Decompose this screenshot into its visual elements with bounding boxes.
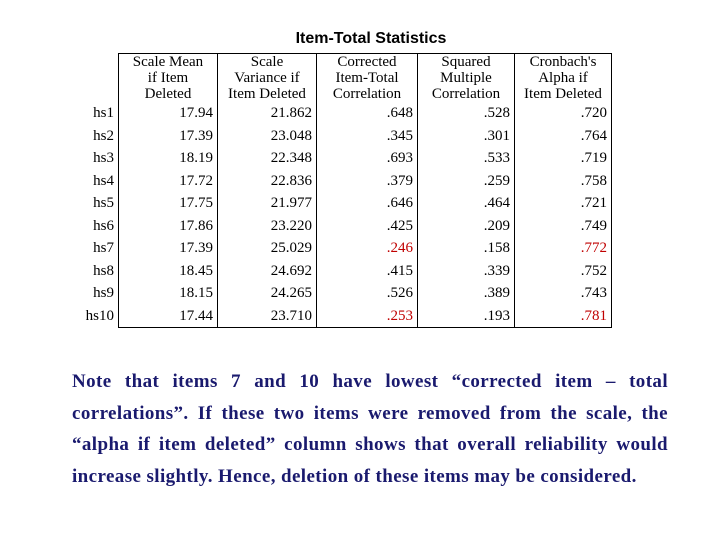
table-cell: .721 xyxy=(515,192,612,215)
table-cell: 18.19 xyxy=(119,147,218,170)
row-label: hs10 xyxy=(85,308,114,324)
table-cell: .339 xyxy=(418,260,515,283)
table-cell: 17.39 xyxy=(119,125,218,148)
table-cell: .415 xyxy=(317,260,418,283)
table-cell: .764 xyxy=(515,125,612,148)
table-title: Item-Total Statistics xyxy=(295,30,447,47)
table-row xyxy=(78,102,612,125)
table-cell: 17.75 xyxy=(119,192,218,215)
table-cell: 22.836 xyxy=(218,170,317,193)
row-label: hs4 xyxy=(93,172,114,189)
header-line: Corrected xyxy=(337,54,397,70)
table-cell: .749 xyxy=(515,215,612,238)
header-line: Squared xyxy=(441,54,491,70)
table-cell: .528 xyxy=(418,102,515,125)
row-label: hs6 xyxy=(93,217,114,234)
table-cell: 17.86 xyxy=(119,215,218,238)
table-cell: .425 xyxy=(317,215,418,238)
header-line: Deleted xyxy=(144,86,192,102)
header-line: if Item xyxy=(147,70,189,86)
table-cell: .379 xyxy=(317,170,418,193)
table-cell: 23.220 xyxy=(218,215,317,238)
table-cell: 18.45 xyxy=(119,260,218,283)
header-line: Multiple xyxy=(440,70,492,86)
table-row xyxy=(78,147,612,170)
row-label: hs9 xyxy=(93,285,114,302)
table-row xyxy=(78,215,612,238)
column-header-squared-multiple-correlation xyxy=(418,54,515,103)
table-cell: .209 xyxy=(418,215,515,238)
table-cell: 25.029 xyxy=(218,237,317,260)
column-header-scale-mean xyxy=(119,54,218,103)
table-cell: .389 xyxy=(418,282,515,305)
column-header-scale-variance xyxy=(218,54,317,103)
table-row xyxy=(78,305,612,328)
table-cell: .752 xyxy=(515,260,612,283)
header-line: Item Deleted xyxy=(524,86,602,102)
row-label: hs5 xyxy=(93,195,114,212)
table-cell: 23.710 xyxy=(218,305,317,328)
table-cell: .648 xyxy=(317,102,418,125)
row-label: hs7 xyxy=(93,240,114,257)
table-body xyxy=(78,102,612,328)
header-line: Scale Mean xyxy=(132,54,204,70)
row-label: hs8 xyxy=(93,262,114,279)
table-row xyxy=(78,260,612,283)
table-cell: 24.692 xyxy=(218,260,317,283)
row-label: hs3 xyxy=(93,150,114,167)
table-cell: 17.72 xyxy=(119,170,218,193)
table-cell: .345 xyxy=(317,125,418,148)
table-cell: 17.39 xyxy=(119,237,218,260)
table-cell: 17.94 xyxy=(119,102,218,125)
table-cell: .526 xyxy=(317,282,418,305)
table-row xyxy=(78,237,612,260)
table-cell: .720 xyxy=(515,102,612,125)
table-cell: 21.977 xyxy=(218,192,317,215)
table-cell: .158 xyxy=(418,237,515,260)
header-line: Cronbach's xyxy=(529,54,597,70)
table-row xyxy=(78,192,612,215)
table-cell: .719 xyxy=(515,147,612,170)
table-cell: .646 xyxy=(317,192,418,215)
row-label: hs1 xyxy=(93,105,114,122)
table-cell: .772 xyxy=(515,237,612,260)
header-line: Variance if xyxy=(234,70,300,86)
table-cell: .253 xyxy=(317,305,418,328)
table-cell: 18.15 xyxy=(119,282,218,305)
corner-cell xyxy=(78,54,119,103)
table-cell: 21.862 xyxy=(218,102,317,125)
table-cell: .193 xyxy=(418,305,515,328)
header-line: Correlation xyxy=(431,86,501,102)
table-cell: .464 xyxy=(418,192,515,215)
table-cell: .301 xyxy=(418,125,515,148)
column-header-corrected-correlation xyxy=(317,54,418,103)
table-cell: .781 xyxy=(515,305,612,328)
table-row xyxy=(78,282,612,305)
table-cell: 24.265 xyxy=(218,282,317,305)
table-cell: 23.048 xyxy=(218,125,317,148)
header-line: Alpha if xyxy=(538,70,588,86)
table-cell: .246 xyxy=(317,237,418,260)
item-total-statistics-table xyxy=(78,53,612,328)
table-cell: .259 xyxy=(418,170,515,193)
explanatory-note: Note that items 7 and 10 have lowest “corrected item – total correlations”. If these two items were removed from the scale, the “alpha if item deleted” column shows that overall reliability would increase slightly. Hence, deletion of these items may be considered. xyxy=(72,371,668,487)
row-label: hs2 xyxy=(93,127,114,144)
header-line: Item Deleted xyxy=(228,86,306,102)
table-cell: .758 xyxy=(515,170,612,193)
table-cell: .693 xyxy=(317,147,418,170)
table-cell: 17.44 xyxy=(119,305,218,328)
header-line: Correlation xyxy=(332,86,402,102)
table-cell: .743 xyxy=(515,282,612,305)
table-row xyxy=(78,170,612,193)
header-line: Scale xyxy=(250,54,284,70)
table-cell: .533 xyxy=(418,147,515,170)
table-cell: 22.348 xyxy=(218,147,317,170)
table-row xyxy=(78,125,612,148)
header-line: Item-Total xyxy=(335,70,399,86)
column-header-cronbach-alpha xyxy=(515,54,612,103)
table-header-row xyxy=(78,54,612,103)
